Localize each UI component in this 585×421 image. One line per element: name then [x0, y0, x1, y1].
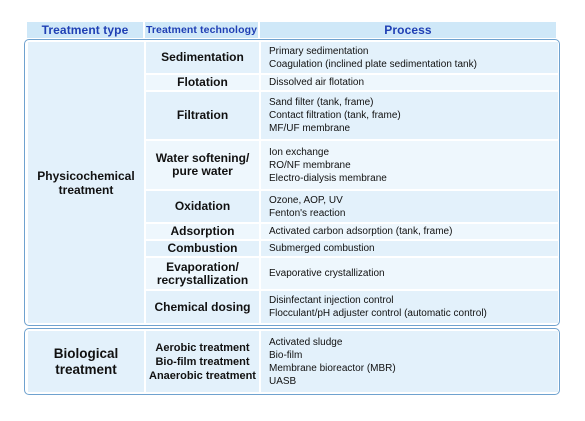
process-line: Ozone, AOP, UV	[269, 194, 343, 206]
header-process: Process	[260, 22, 556, 38]
tech-cell: Chemical dosing	[146, 291, 259, 323]
row-water-softening	[146, 141, 558, 189]
process-line: Flocculant/pH adjuster control (automatic control)	[269, 308, 487, 319]
row-sedimentation	[146, 42, 558, 73]
process-line: Ion exchange	[269, 146, 330, 158]
tech-cell: Water softening/ pure water	[146, 141, 259, 189]
process-line: Disinfectant injection control	[269, 295, 394, 306]
tech-cell: Filtration	[146, 92, 259, 139]
process-cell	[261, 258, 558, 289]
header-treatment-type: Treatment type	[27, 22, 143, 38]
process-cell	[261, 291, 558, 323]
physicochemical-group	[24, 39, 560, 326]
process-line: MF/UF membrane	[269, 123, 351, 134]
process-cell	[261, 75, 558, 90]
process-line: Bio-film	[269, 349, 303, 361]
process-cell	[261, 224, 558, 239]
tech-line: Bio-film treatment	[155, 355, 250, 368]
row-combustion	[146, 241, 558, 256]
tech-cell: Sedimentation	[146, 42, 259, 73]
process-line: Activated sludge	[269, 336, 343, 348]
process-line: Electro-dialysis membrane	[269, 172, 387, 184]
treatment-type-biological: Biological treatment	[28, 331, 144, 392]
process-line: Contact filtration (tank, frame)	[269, 110, 401, 121]
row-adsorption	[146, 224, 558, 239]
process-line: Coagulation (inclined plate sedimentation tank)	[269, 58, 477, 70]
tech-cell: Oxidation	[146, 191, 259, 222]
process-cell	[261, 92, 558, 139]
tech-cell: Flotation	[146, 75, 259, 90]
row-filtration	[146, 92, 558, 139]
process-line: Primary sedimentation	[269, 45, 369, 57]
process-cell	[261, 42, 558, 73]
header-treatment-technology: Treatment technology	[145, 24, 258, 36]
row-chemical-dosing	[146, 291, 558, 323]
process-cell	[261, 141, 558, 189]
tech-cell: Adsorption	[146, 224, 259, 239]
tech-cell: Evaporation/ recrystallization	[146, 258, 259, 289]
tech-line: Anaerobic treatment	[149, 369, 256, 382]
treatment-type-physicochemical: Physicochemical treatment	[28, 42, 144, 323]
process-line: Evaporative crystallization	[269, 268, 385, 279]
process-line: Activated carbon adsorption (tank, frame)	[269, 226, 453, 237]
tech-line: Aerobic treatment	[155, 341, 250, 354]
process-line: Sand filter (tank, frame)	[269, 97, 374, 108]
tech-cell: Combustion	[146, 241, 259, 256]
process-line: Submerged combustion	[269, 243, 375, 254]
row-oxidation	[146, 191, 558, 222]
process-cell	[261, 241, 558, 256]
row-biological	[146, 331, 558, 392]
process-line: Dissolved air flotation	[269, 77, 365, 88]
process-cell	[261, 331, 558, 392]
process-line: Fenton's reaction	[269, 207, 346, 219]
process-cell	[261, 191, 558, 222]
process-line: RO/NF membrane	[269, 159, 351, 171]
process-line: Membrane bioreactor (MBR)	[269, 362, 396, 374]
tech-cell	[146, 331, 259, 392]
row-evaporation	[146, 258, 558, 289]
biological-group	[24, 328, 560, 395]
row-flotation	[146, 75, 558, 90]
process-line: UASB	[269, 375, 297, 387]
